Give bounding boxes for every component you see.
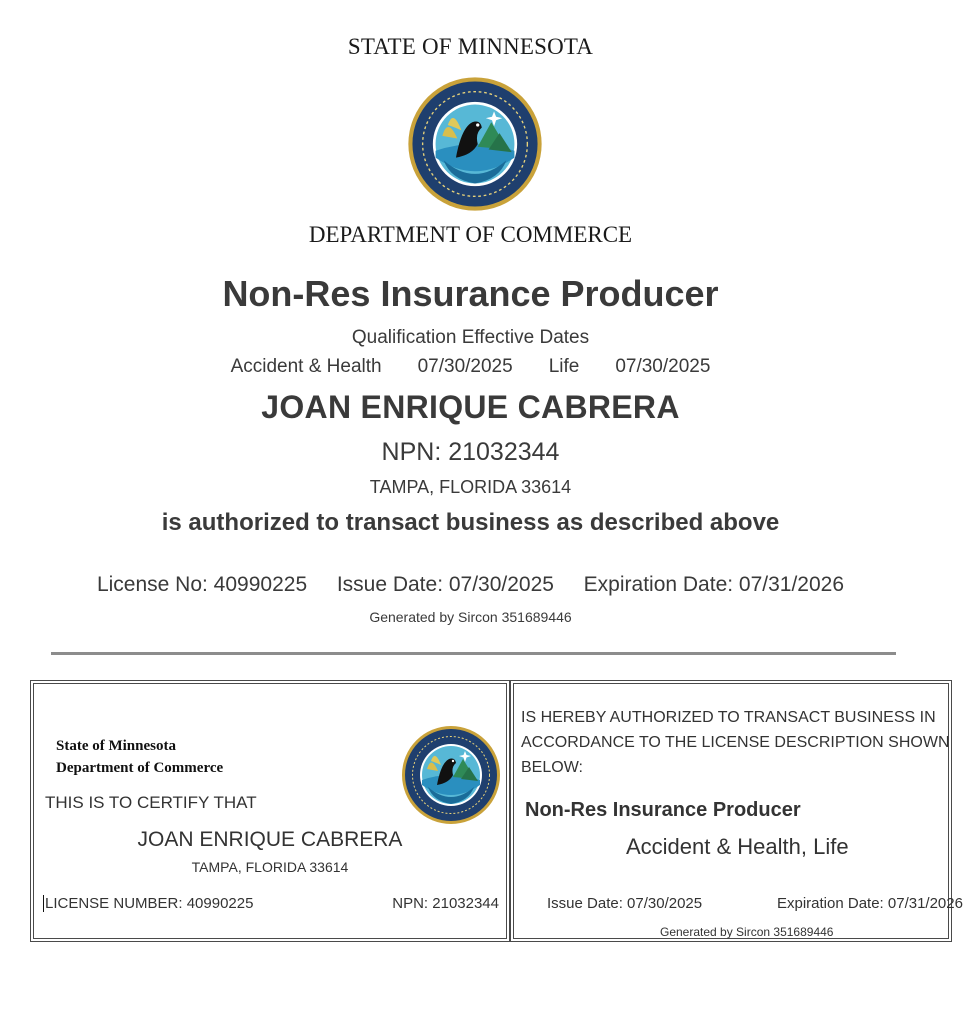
- license-holder-name: JOAN ENRIQUE CABRERA: [261, 389, 680, 425]
- department-title: DEPARTMENT OF COMMERCE: [308, 222, 633, 247]
- card-lines-of-authority: Accident & Health, Life: [626, 834, 849, 859]
- license-number: License No: 40990225: [96, 573, 308, 596]
- license-details-row: [0, 573, 941, 597]
- authorization-line: BELOW:: [521, 759, 583, 776]
- qualification-name: Life: [548, 356, 580, 377]
- qualification-date: 07/30/2025: [615, 356, 711, 377]
- card-npn: NPN: 21032344: [392, 895, 499, 912]
- qualification-row: [0, 356, 941, 378]
- expiration-date: Expiration Date: 07/31/2026: [583, 573, 845, 596]
- section-divider: [51, 652, 896, 655]
- generated-by-footer: Generated by Sircon 351689446: [369, 609, 572, 625]
- qualification-heading: Qualification Effective Dates: [351, 327, 590, 348]
- authorization-line: ACCORDANCE TO THE LICENSE DESCRIPTION SHOWN: [521, 734, 950, 751]
- issue-date: Issue Date: 07/30/2025: [336, 573, 554, 596]
- card-authorization-text: [521, 705, 950, 780]
- card-expiration-date: Expiration Date: 07/31/2026: [777, 895, 963, 912]
- wallet-card-front: [30, 680, 510, 942]
- license-type-title: Non-Res Insurance Producer: [222, 273, 719, 314]
- card-license-type: Non-Res Insurance Producer: [525, 799, 801, 821]
- certify-text: THIS IS TO CERTIFY THAT: [45, 793, 257, 812]
- authorization-statement: is authorized to transact business as described above: [161, 509, 780, 536]
- card-license-number[interactable]: LICENSE NUMBER: 40990225: [45, 895, 254, 912]
- card-department: Department of Commerce: [56, 760, 224, 776]
- qualification-name: Accident & Health: [230, 356, 382, 377]
- card-seal-icon: [401, 725, 501, 825]
- card-issue-date: Issue Date: 07/30/2025: [547, 895, 703, 912]
- holder-address: TAMPA, FLORIDA 33614: [369, 477, 572, 497]
- card-state: State of Minnesota: [56, 738, 176, 754]
- state-title: STATE OF MINNESOTA: [347, 34, 594, 59]
- npn-number: NPN: 21032344: [381, 438, 560, 466]
- state-seal-icon: [407, 76, 543, 212]
- authorization-line: IS HEREBY AUTHORIZED TO TRANSACT BUSINESS IN: [521, 709, 936, 726]
- card-generated-by: Generated by Sircon 351689446: [660, 925, 834, 939]
- wallet-card: [30, 680, 963, 944]
- qualification-date: 07/30/2025: [417, 356, 513, 377]
- card-holder-name: JOAN ENRIQUE CABRERA: [137, 828, 403, 851]
- card-address: TAMPA, FLORIDA 33614: [191, 859, 349, 875]
- wallet-card-back: [510, 680, 963, 942]
